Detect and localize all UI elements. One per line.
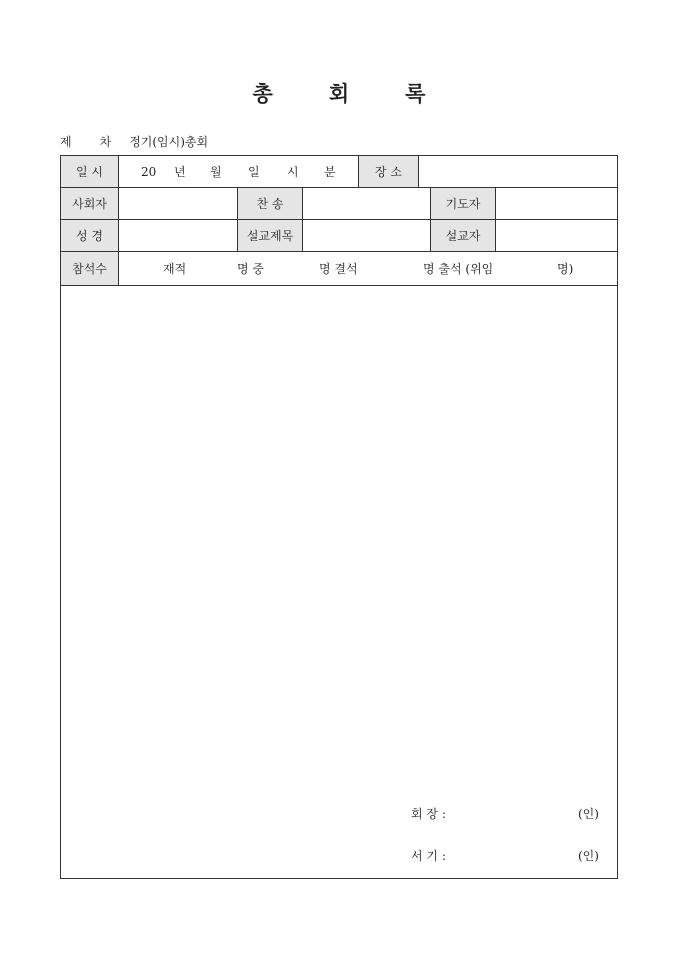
document-title bbox=[0, 78, 680, 108]
enrolled-text: 재적 bbox=[163, 262, 187, 276]
title-char-1: 총 bbox=[252, 81, 275, 106]
place-label: 장 소 bbox=[358, 156, 419, 187]
meeting-prefix: 제 bbox=[60, 135, 72, 149]
absent-text: 명 결석 bbox=[319, 262, 358, 276]
year-prefix: 20 bbox=[141, 164, 157, 179]
meeting-suffix: 차 bbox=[99, 135, 112, 149]
prayer-label: 기도자 bbox=[430, 188, 496, 219]
chair-seal: (인) bbox=[578, 807, 599, 821]
sermon-title-field[interactable] bbox=[303, 220, 430, 251]
sermon-title-label: 설교제목 bbox=[237, 220, 303, 251]
presider-label: 사회자 bbox=[61, 188, 119, 219]
year-unit: 년 bbox=[174, 165, 186, 179]
attendance-row bbox=[61, 252, 617, 286]
minutes-form bbox=[60, 155, 618, 879]
date-row bbox=[61, 156, 617, 188]
minutes-body[interactable] bbox=[61, 286, 617, 878]
place-field[interactable] bbox=[419, 156, 617, 187]
scripture-field[interactable] bbox=[119, 220, 237, 251]
secretary-seal: (인) bbox=[578, 849, 599, 863]
preacher-field[interactable] bbox=[496, 220, 617, 251]
hour-unit: 시 bbox=[287, 165, 299, 179]
meeting-type: 정기(임시)총회 bbox=[129, 135, 209, 149]
proxy-unit-text: 명) bbox=[557, 262, 574, 276]
attendance-label: 참석수 bbox=[61, 252, 119, 285]
scripture-label: 성 경 bbox=[61, 220, 119, 251]
secretary-label: 서 기 : bbox=[411, 849, 446, 863]
presider-field[interactable] bbox=[119, 188, 237, 219]
minute-unit: 분 bbox=[324, 165, 336, 179]
title-char-3: 록 bbox=[405, 81, 428, 106]
scripture-row bbox=[61, 220, 617, 252]
prayer-field[interactable] bbox=[496, 188, 617, 219]
among-text: 명 중 bbox=[237, 262, 264, 276]
preacher-label: 설교자 bbox=[430, 220, 496, 251]
month-unit: 월 bbox=[210, 165, 222, 179]
presider-row bbox=[61, 188, 617, 220]
meeting-number-line bbox=[60, 133, 208, 150]
present-text: 명 출석 (위임 bbox=[423, 262, 494, 276]
hymn-label: 찬 송 bbox=[237, 188, 303, 219]
chair-label: 회 장 : bbox=[411, 807, 446, 821]
title-char-2: 회 bbox=[328, 81, 352, 106]
day-unit: 일 bbox=[248, 165, 260, 179]
date-label: 일 시 bbox=[61, 156, 119, 187]
hymn-field[interactable] bbox=[303, 188, 430, 219]
